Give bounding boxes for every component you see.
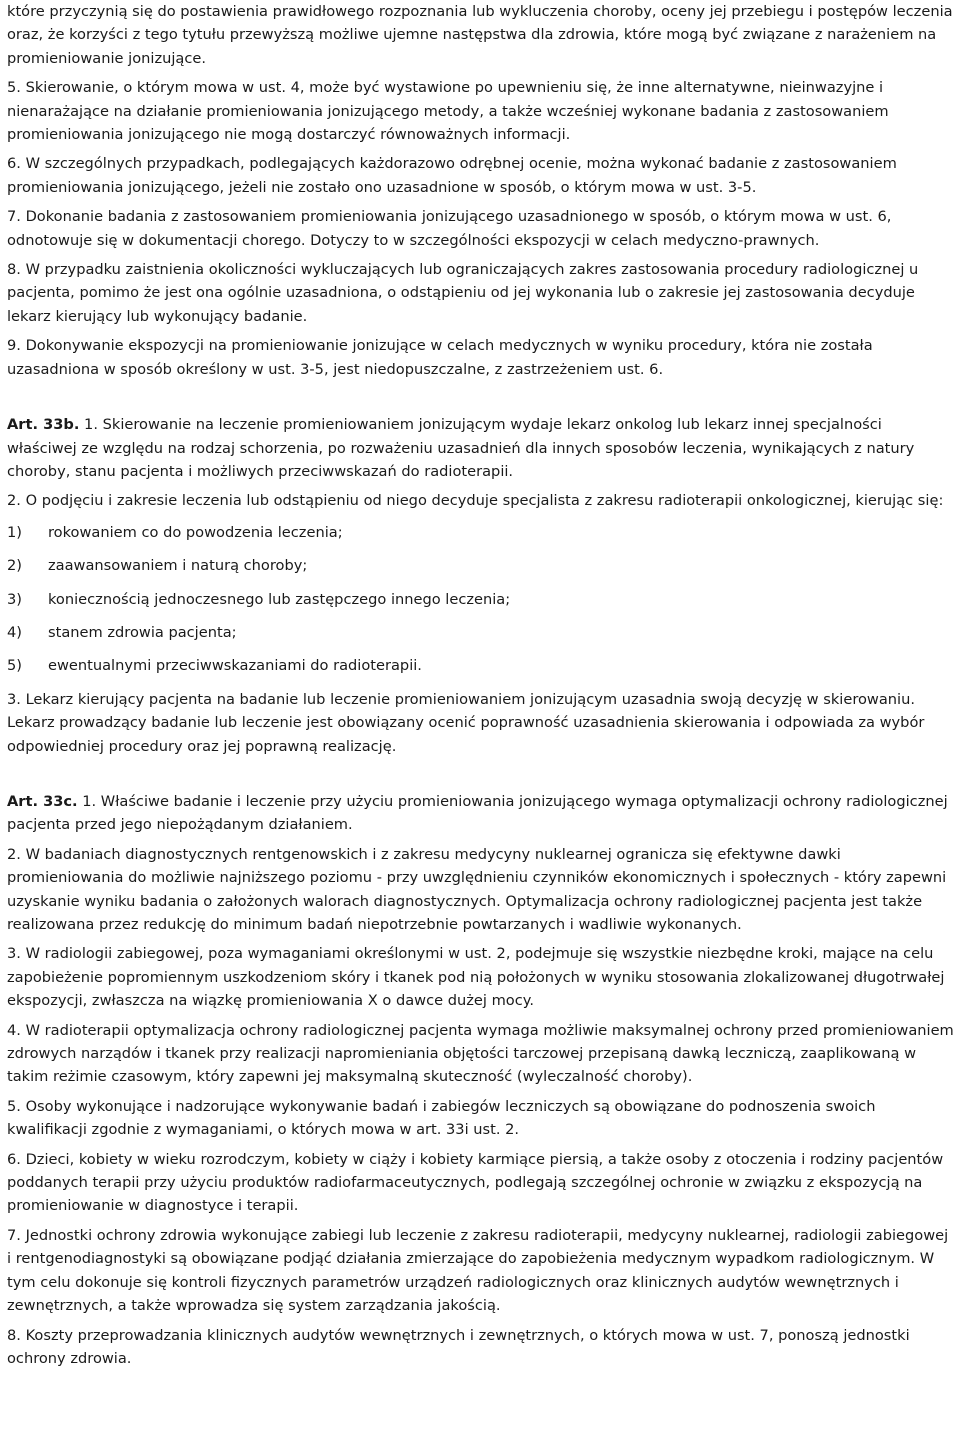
art33b-par-2: 2. O podjęciu i zakresie leczenia lub odstąpieniu od niego decyduje specjalista z zakresu radioterapii onkologicznej, kierując się:: [7, 492, 944, 510]
art33c-par-4: 4. W radioterapii optymalizacja ochrony radiologicznej pacjenta wymaga możliwie maksymalnej ochrony przed promieniowaniem zdrowych narządów i tkanek przy realizacji napromieniania objętości tarczowej przepisaną dawką leczniczą, zaaplikowaną w takim reżimie czasowym, który zapewni jej maksymalną skuteczność (wyleczalność choroby).: [7, 1021, 954, 1086]
art33c-par-1-text: 1. Właściwe badanie i leczenie przy użyciu promieniowania jonizującego wymaga optymalizacji ochrony radiologicznej pacjenta przed jego niepożądanym działaniem.: [7, 792, 948, 834]
section-gap: [7, 387, 954, 413]
art33c-par-8: 8. Koszty przeprowadzania klinicznych audytów wewnętrznych i zewnętrznych, o których mowa w ust. 7, ponoszą jednostki ochrony zdrowia.: [7, 1326, 910, 1367]
list-item-text: zaawansowaniem i naturą choroby;: [48, 557, 308, 575]
art33c-heading: Art. 33c.: [7, 792, 78, 810]
art33b-heading: Art. 33b.: [7, 416, 80, 434]
section-gap: [7, 764, 954, 790]
art33b-par-1: [7, 413, 954, 483]
list-item: [7, 621, 954, 644]
list-item-text: ewentualnymi przeciwwskazaniami do radioterapii.: [48, 657, 422, 675]
art33a-par-6: 6. W szczególnych przypadkach, podlegających każdorazowo odrębnej ocenie, można wykonać badanie z zastosowaniem promieniowania jonizującego, jeżeli nie zostało ono uzasadnione w sposób, o którym mowa w ust. 3-5.: [7, 155, 897, 196]
art33a-par-9: 9. Dokonywanie ekspozycji na promieniowanie jonizujące w celach medycznych w wyniku procedury, która nie została uzasadniona w sposób określony w ust. 3-5, jest niedopuszczalne, z zastrzeżeniem ust. 6.: [7, 337, 873, 378]
list-item-number: 4): [7, 623, 22, 641]
art33c-par-3: 3. W radiologii zabiegowej, poza wymaganiami określonymi w ust. 2, podejmuje się wszystkie niezbędne kroki, mające na celu zapobieżenie popromiennym uszkodzeniom skóry i tkanek pod nią położonych w wyniku stosowania zlokalizowanej długotrwałej ekspozycji, zwłaszcza na wiązkę promieniowania X o dawce dużej mocy.: [7, 945, 945, 1010]
list-item-number: 5): [7, 657, 22, 675]
list-item-number: 3): [7, 590, 22, 608]
art33c-par-2: 2. W badaniach diagnostycznych rentgenowskich i z zakresu medycyny nuklearnej ogranicza się efektywne dawki promieniowania do możliwie najniższego poziomu - przy uwzględnieniu czynników ekonomicznych i społecznych - który zapewni uzyskanie wyniku badania o założonych walorach diagnostycznych. Optymalizacja ochrony radiologicznej pacjenta jest także realizowana przez redukcję do minimum badań niepotrzebnie powtarzanych i wadliwie wykonanych.: [7, 845, 947, 933]
intro-paragraph: które przyczynią się do postawienia prawidłowego rozpoznania lub wykluczenia choroby, oceny jej przebiegu i postępów leczenia oraz, że korzyści z tego tytułu przewyższą możliwe ujemne następstwa dla zdrowia, które mogą być związane z narażeniem na promieniowanie jonizujące.: [7, 3, 953, 67]
art33a-par-7: 7. Dokonanie badania z zastosowaniem promieniowania jonizującego uzasadnionego w sposób, o którym mowa w ust. 6, odnotowuje się w dokumentacji chorego. Dotyczy to w szczególności ekspozycji w celach medyczno-prawnych.: [7, 208, 892, 249]
art33a-par-8: 8. W przypadku zaistnienia okoliczności wykluczających lub ograniczających zakres zastosowania procedury radiologicznej u pacjenta, pomimo że jest ona ogólnie uzasadniona, o odstąpieniu od jej wykonania lub o zakresie jej zastosowania decyduje lekarz kierujący lub wykonujący badanie.: [7, 261, 919, 325]
list-item-text: stanem zdrowia pacjenta;: [48, 623, 237, 641]
art33c-par-5: 5. Osoby wykonujące i nadzorujące wykonywanie badań i zabiegów leczniczych są obowiązane do podnoszenia swoich kwalifikacji zgodnie z wymaganiami, o których mowa w art. 33i ust. 2.: [7, 1097, 876, 1139]
list-item-text: koniecznością jednoczesnego lub zastępczego innego leczenia;: [48, 590, 511, 608]
art33c-par-1: [7, 790, 954, 837]
list-item: [7, 588, 954, 611]
list-item: [7, 554, 954, 577]
art33b-par-1-text: 1. Skierowanie na leczenie promieniowaniem jonizującym wydaje lekarz onkolog lub lekarz innej specjalności właściwej ze względu na rodzaj schorzenia, po rozważeniu uzasadnień dla innych sposobów leczenia, wynikających z natury choroby, stanu pacjenta i możliwych przeciwwskazań do radioterapii.: [7, 416, 915, 480]
art33b-par-3: 3. Lekarz kierujący pacjenta na badanie lub leczenie promieniowaniem jonizującym uzasadnia swoją decyzję w skierowaniu. Lekarz prowadzący badanie lub leczenie jest obowiązany ocenić poprawność uzasadnienia skierowania i odpowiada za wybór odpowiedniej procedury oraz jej poprawną realizację.: [7, 690, 925, 755]
art33b-criteria-list: [7, 521, 954, 678]
art33c-par-6: 6. Dzieci, kobiety w wieku rozrodczym, kobiety w ciąży i kobiety karmiące piersią, a także osoby z otoczenia i rodziny pacjentów poddanych terapii przy użyciu produktów radiofarmaceutycznych, podlegają szczególnej ochronie w związku z ekspozycją na promieniowanie w diagnostyce i terapii.: [7, 1150, 944, 1215]
art33c-par-7: 7. Jednostki ochrony zdrowia wykonujące zabiegi lub leczenie z zakresu radioterapii, medycyny nuklearnej, radiologii zabiegowej i rentgenodiagnostyki są obowiązane podjąć działania zmierzające do zapobieżenia medycznym wypadkom radiologicznym. W tym celu dokonuje się kontroli fizycznych parametrów urządzeń radiologicznych oraz klinicznych audytów wewnętrznych i zewnętrznych, a także wprowadza się system zarządzania jakością.: [7, 1226, 949, 1315]
list-item-text: rokowaniem co do powodzenia leczenia;: [48, 523, 343, 541]
art33a-par-5: 5. Skierowanie, o którym mowa w ust. 4, może być wystawione po upewnieniu się, że inne alternatywne, nieinwazyjne i nienarażające na działanie promieniowania jonizującego metody, a także wcześniej wykonane badania z zastosowaniem promieniowania jonizującego nie mogą dostarczyć równoważnych informacji.: [7, 79, 889, 144]
list-item: [7, 521, 954, 544]
list-item-number: 1): [7, 523, 22, 541]
list-item-number: 2): [7, 557, 22, 575]
list-item: [7, 654, 954, 677]
